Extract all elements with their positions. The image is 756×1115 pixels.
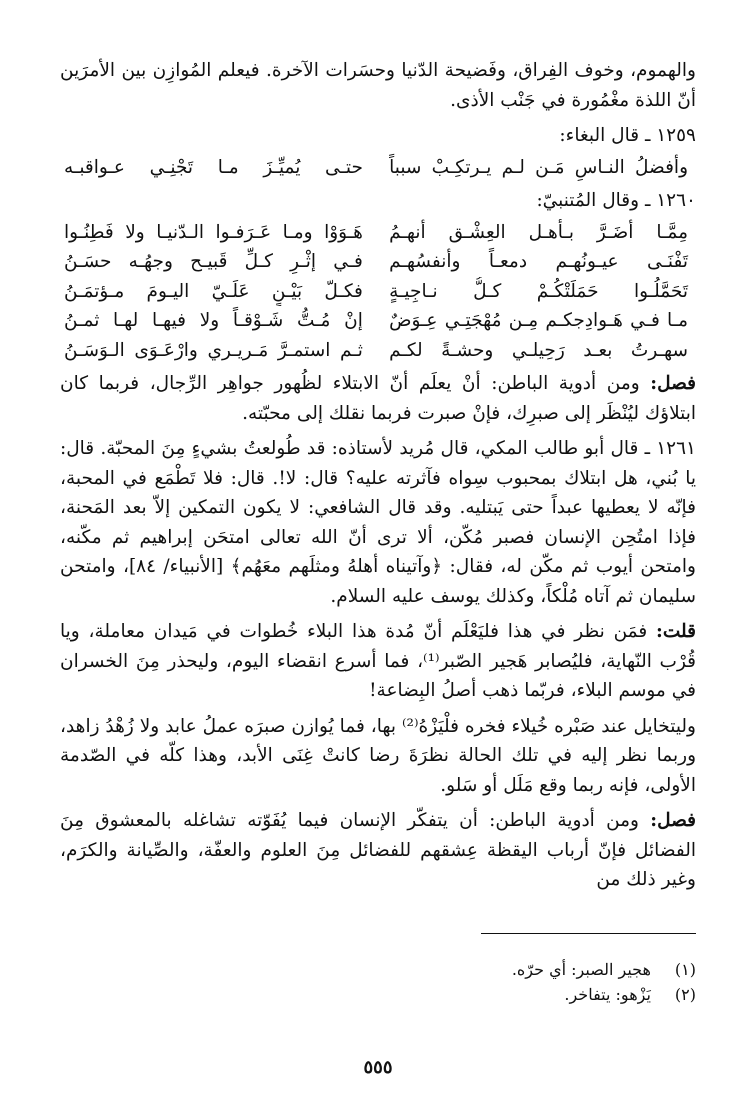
verse-second-hemistich: إنْ مُـتُّ شَـوْقـاً ولا فيهـا لهـا ثمـنُ: [64, 310, 363, 331]
footnote: [60, 982, 696, 1007]
section-text: ومن أدوية الباطن: أن يتفكّر الإنسان فيما يُفَوّته تشاغله بالمعشوق مِنَ الفضائل فإنّ أرباب اليقظة عِشقهم للفضائل مِنَ العلوم والعفّة، والصِّيانة والكرَم، وغير ذلك من: [60, 810, 696, 890]
paragraph-takhayul: وليتخايل عند صَبْره خُيلاء فخره فلْيَزْهُ⁽²⁾ بها، فما يُوازن صبرَه عملُ عابد ولا زُهْدُ زاهد، وربما نظر إليه في تلك الحالة نظرَةَ رضا كانتْ غِنَى الأبد، وهذا كلّه في الصّدمة الأولى، فإنه ربما وقع مَلَل أو سَلو.: [60, 715, 696, 796]
entry-heading-1260: ١٢٦٠ ـ وقال المُتنبيّ:: [536, 190, 696, 211]
verse-first-hemistich: مِمَّـا أضَـرَّ بـأهـل العِشْـق أنهـمُ: [389, 221, 688, 243]
verse-second-hemistich: فكـلّ بَيْـنٍ عَلَـيّ اليـومَ مـؤتمَـنُ: [64, 280, 363, 302]
footnote-number: (١): [674, 960, 696, 979]
footnote-text: يَزْهو: يتفاخر.: [564, 985, 651, 1004]
paragraph-fasl-1: [60, 369, 696, 428]
verse-line: [60, 247, 696, 277]
entry-heading-1259: ١٢٥٩ ـ قال البغاء:: [559, 125, 696, 146]
footnotes: [60, 957, 696, 1007]
verse-line: [60, 153, 696, 183]
section-label: فصل:: [650, 810, 696, 831]
page-number: ٥٥٥: [363, 1057, 393, 1078]
paragraph-1261: ١٢٦١ ـ قال أبو طالب المكي، قال مُريد لأستاذه: قد طُولعتُ بشيءٍ مِنَ المحبّة. قال: يا بُني، هل ابتلاك بمحبوب سِواه فآثرته عليه؟ قال: لا!. قال: فلا تَطْمَع في المحبة، فإنّه لا يعطيها عبداً حتى يَبتليه. وقد قال الشافعي: لا يكون التمكين إلاّ بعد المَحنة، فإذا امتُحِن الإنسان فصبر مُكّن، ألا ترى أنّ الله تعالى امتحَن إبراهيم ثم مكّنه، وامتحن أيوب ثم مكّن له، فقال: ﴿وآتيناه أهلهُ ومثلَهم معَهُم﴾ [الأنبياء/ ٨٤]، وامتحن سليمان ثم آتاه مُلْكاً، وكذلك يوسف عليه السلام.: [60, 438, 696, 607]
footnote-divider: [481, 933, 696, 934]
verse-second-hemistich: ثـم استمـرَّ مَـريـري وارْعَـوَى الـوَسَـنُ: [64, 339, 363, 361]
footnote: [60, 957, 696, 982]
verse-second-hemistich: فـي إثْـرِ كـلِّ قَبيـح وجهُـه حسَـنُ: [64, 251, 363, 272]
footnote-text: هجير الصبر: أي حرّه.: [511, 960, 651, 979]
section-label: قلت:: [656, 621, 696, 642]
footnote-number: (٢): [674, 985, 696, 1004]
section-label: فصل:: [650, 373, 696, 394]
verse-first-hemistich: مـا فـي هَـوادِجكـم مِـن مُهْجَتِـي عِـوَضٌ: [389, 310, 688, 331]
verse-first-hemistich: سهـرتُ بعـد رَحِيلـي وحشـةً لكـم: [389, 339, 688, 361]
poem-albaghaa: [60, 153, 696, 183]
section-text: فمَن نظر في هذا فليَعْلَم أنّ مُدة هذا البلاء خُطوات في مَيدان معاملة، ويا قُرْب النّهاية، فليُصابر هَجير الصّبر⁽¹⁾، فما أسرع انقضاء اليوم، وليحذر مِنَ الخسران في موسم البلاء، فربّما ذهب أصلُ البِضاعة!: [60, 621, 697, 701]
poem-almutanabbi: [60, 218, 696, 366]
verse-second-hemistich: حتـى يُميِّـزَ مـا تَجْنِـي عـواقبـه: [64, 156, 363, 178]
paragraph-opening: والهموم، وخوف الفِراق، وفَضيحة الدّنيا وحسَرات الآخرة. فيعلم المُوازِن بين الأمرَين أنّ اللذة مغْمُورة في جَنْب الأذى.: [60, 60, 696, 111]
paragraph-qult: [60, 617, 696, 706]
verse-second-hemistich: هَـوَوْا ومـا عَـرَفـوا الـدّنيـا ولا فَطِنُـوا: [64, 221, 363, 243]
verse-first-hemistich: وأفضلُ النـاسِ مَـن لـم يـرتكِـبْ سبباً: [389, 156, 688, 178]
verse-first-hemistich: تَحَمَّلُـوا حَمَلَتْكُـمْ كـلُّ نـاجِيـةٍ: [389, 280, 688, 302]
section-text: ومن أدوية الباطن: أنْ يعلَم أنّ الابتلاء لظُهور جواهِر الرِّجال، فربما كان ابتلاؤك ليُنْظَر إلى صبرِك، فإنْ صبرت فربما نقلك إلى محبّته.: [60, 373, 696, 424]
paragraph-fasl-2: [60, 806, 696, 895]
verse-line: [60, 306, 696, 336]
verse-line: [60, 218, 696, 248]
verse-first-hemistich: تَفْنَـى عيـونُهـم دمعـاً وأنفسُهـم: [389, 251, 688, 272]
verse-line: [60, 277, 696, 307]
verse-line: [60, 336, 696, 366]
